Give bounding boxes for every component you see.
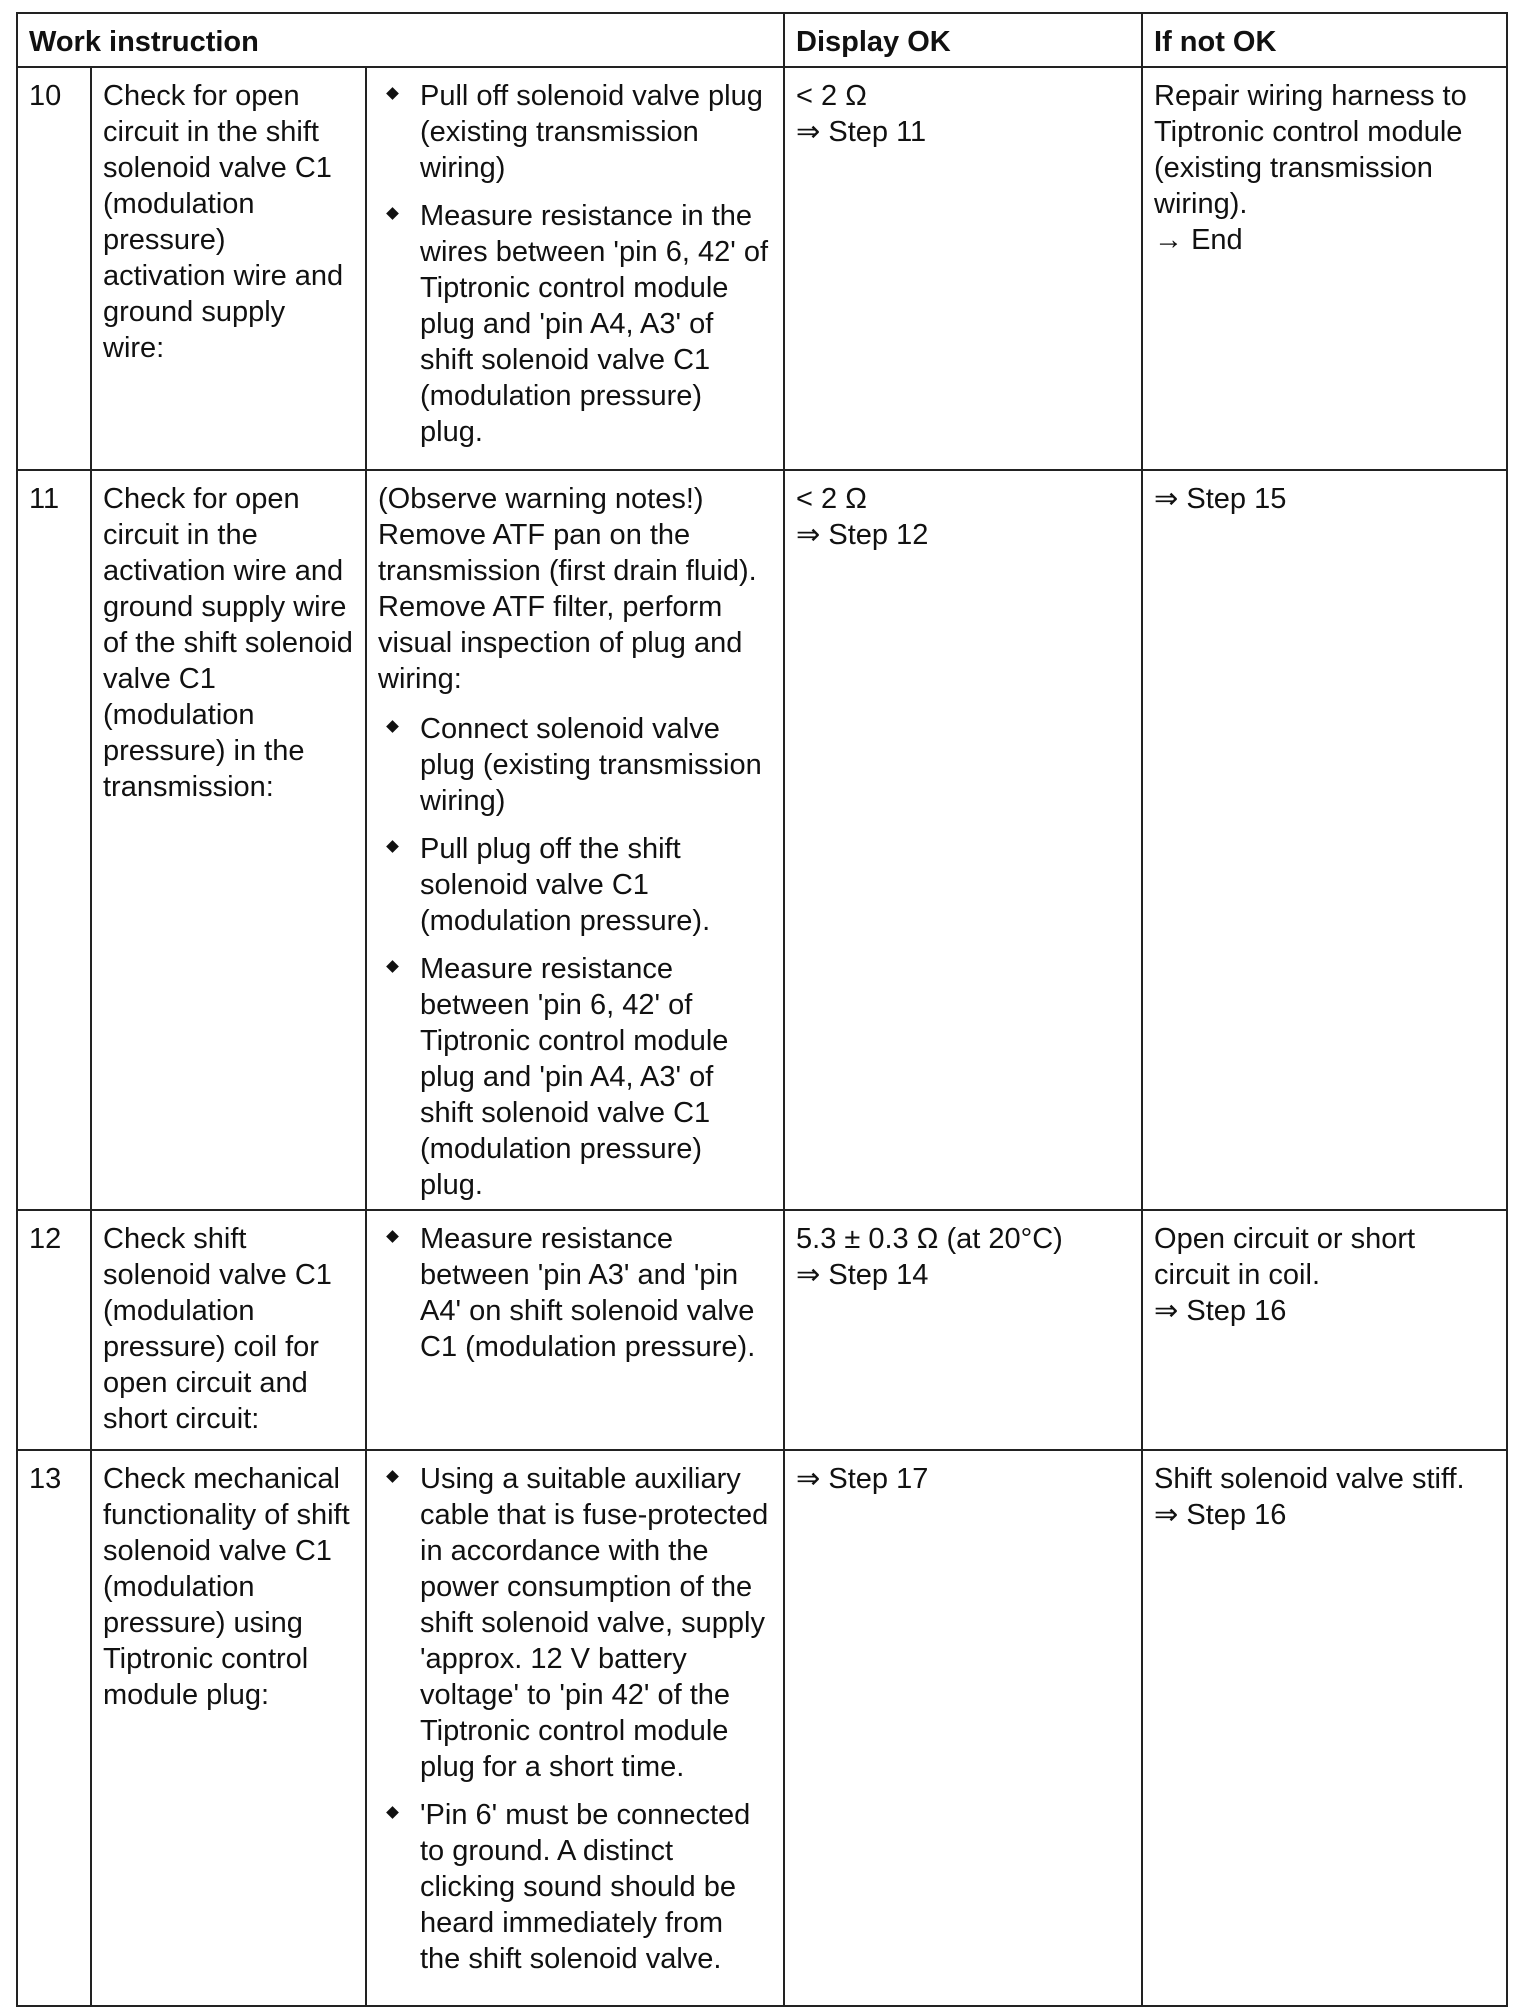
table-row — [17, 1210, 1507, 1450]
display-ok-value: < 2 Ω — [796, 80, 867, 112]
diamond-bullet-icon — [386, 1230, 399, 1243]
diamond-bullet-icon — [386, 207, 399, 220]
list-item: 'Pin 6' must be connected to ground. A distinct clicking sound should be heard immediately from the shift solenoid valve. — [378, 1797, 771, 1977]
if-not-ok-cell — [1142, 67, 1507, 470]
if-not-ok-cell — [1142, 470, 1507, 1210]
display-ok-next-step: ⇒ Step 14 — [796, 1259, 929, 1291]
procedure-intro: (Observe warning notes!) Remove ATF pan on the transmission (first drain fluid). Remove ATF filter, perform visual inspection of plug and wiring: — [378, 483, 757, 695]
list-item: Connect solenoid valve plug (existing transmission wiring) — [378, 711, 771, 819]
header-row — [17, 13, 1507, 67]
list-item: Using a suitable auxiliary cable that is fuse-protected in accordance with the power consumption of the shift solenoid valve, supply 'approx. 12 V battery voltage' to 'pin 42' of the Tiptronic control module plug for a short time. — [378, 1461, 771, 1785]
diamond-bullet-icon — [386, 840, 399, 853]
display-ok-next-step: ⇒ Step 12 — [796, 519, 929, 551]
if-not-ok-action: Repair wiring harness to Tiptronic control module (existing transmission wiring). — [1154, 80, 1467, 220]
check-description: Check mechanical functionality of shift solenoid valve C1 (modulation pressure) using Tiptronic control module plug: — [91, 1450, 366, 2006]
step-number: 10 — [17, 67, 91, 470]
if-not-ok-next-step: → End — [1154, 224, 1243, 256]
list-item: Measure resistance in the wires between 'pin 6, 42' of Tiptronic control module plug and 'pin A4, A3' of shift solenoid valve C1 (modulation pressure) plug. — [378, 198, 771, 450]
procedure-cell — [366, 67, 784, 470]
procedure-cell — [366, 470, 784, 1210]
display-ok-cell — [784, 470, 1142, 1210]
diamond-bullet-icon — [386, 720, 399, 733]
table-row — [17, 1450, 1507, 2006]
display-ok-next-step: ⇒ Step 11 — [796, 116, 927, 148]
display-ok-value: < 2 Ω — [796, 483, 867, 515]
diamond-bullet-icon — [386, 1470, 399, 1483]
if-not-ok-cell — [1142, 1210, 1507, 1450]
display-ok-next-step: ⇒ Step 17 — [796, 1463, 929, 1495]
list-item: Pull plug off the shift solenoid valve C1 (modulation pressure). — [378, 831, 771, 939]
diamond-bullet-icon — [386, 960, 399, 973]
if-not-ok-action: Shift solenoid valve stiff. — [1154, 1463, 1465, 1495]
list-item: Measure resistance between 'pin 6, 42' of Tiptronic control module plug and 'pin A4, A3' of shift solenoid valve C1 (modulation pressure) plug. — [378, 951, 771, 1203]
list-item: Measure resistance between 'pin A3' and 'pin A4' on shift solenoid valve C1 (modulation pressure). — [378, 1221, 771, 1365]
if-not-ok-cell — [1142, 1450, 1507, 2006]
display-ok-cell — [784, 67, 1142, 470]
diamond-bullet-icon — [386, 87, 399, 100]
header-display-ok: Display OK — [784, 13, 1142, 67]
if-not-ok-action: Open circuit or short circuit in coil. — [1154, 1223, 1416, 1291]
step-number: 12 — [17, 1210, 91, 1450]
header-work-instruction: Work instruction — [17, 13, 784, 67]
list-item: Pull off solenoid valve plug (existing transmission wiring) — [378, 78, 771, 186]
check-description: Check shift solenoid valve C1 (modulation pressure) coil for open circuit and short circuit: — [91, 1210, 366, 1450]
header-if-not-ok: If not OK — [1142, 13, 1507, 67]
procedure-cell — [366, 1210, 784, 1450]
display-ok-cell — [784, 1210, 1142, 1450]
procedure-cell — [366, 1450, 784, 2006]
table-row — [17, 470, 1507, 1210]
check-description: Check for open circuit in the shift solenoid valve C1 (modulation pressure) activation wire and ground supply wire: — [91, 67, 366, 470]
diamond-bullet-icon — [386, 1806, 399, 1819]
step-number: 13 — [17, 1450, 91, 2006]
check-description: Check for open circuit in the activation wire and ground supply wire of the shift solenoid valve C1 (modulation pressure) in the transmission: — [91, 470, 366, 1210]
table-row — [17, 67, 1507, 470]
step-number: 11 — [17, 470, 91, 1210]
work-instruction-table — [16, 12, 1508, 2007]
if-not-ok-next-step: ⇒ Step 15 — [1154, 483, 1287, 515]
if-not-ok-next-step: ⇒ Step 16 — [1154, 1295, 1287, 1327]
display-ok-value: 5.3 ± 0.3 Ω (at 20°C) — [796, 1223, 1063, 1255]
if-not-ok-next-step: ⇒ Step 16 — [1154, 1499, 1287, 1531]
display-ok-cell — [784, 1450, 1142, 2006]
